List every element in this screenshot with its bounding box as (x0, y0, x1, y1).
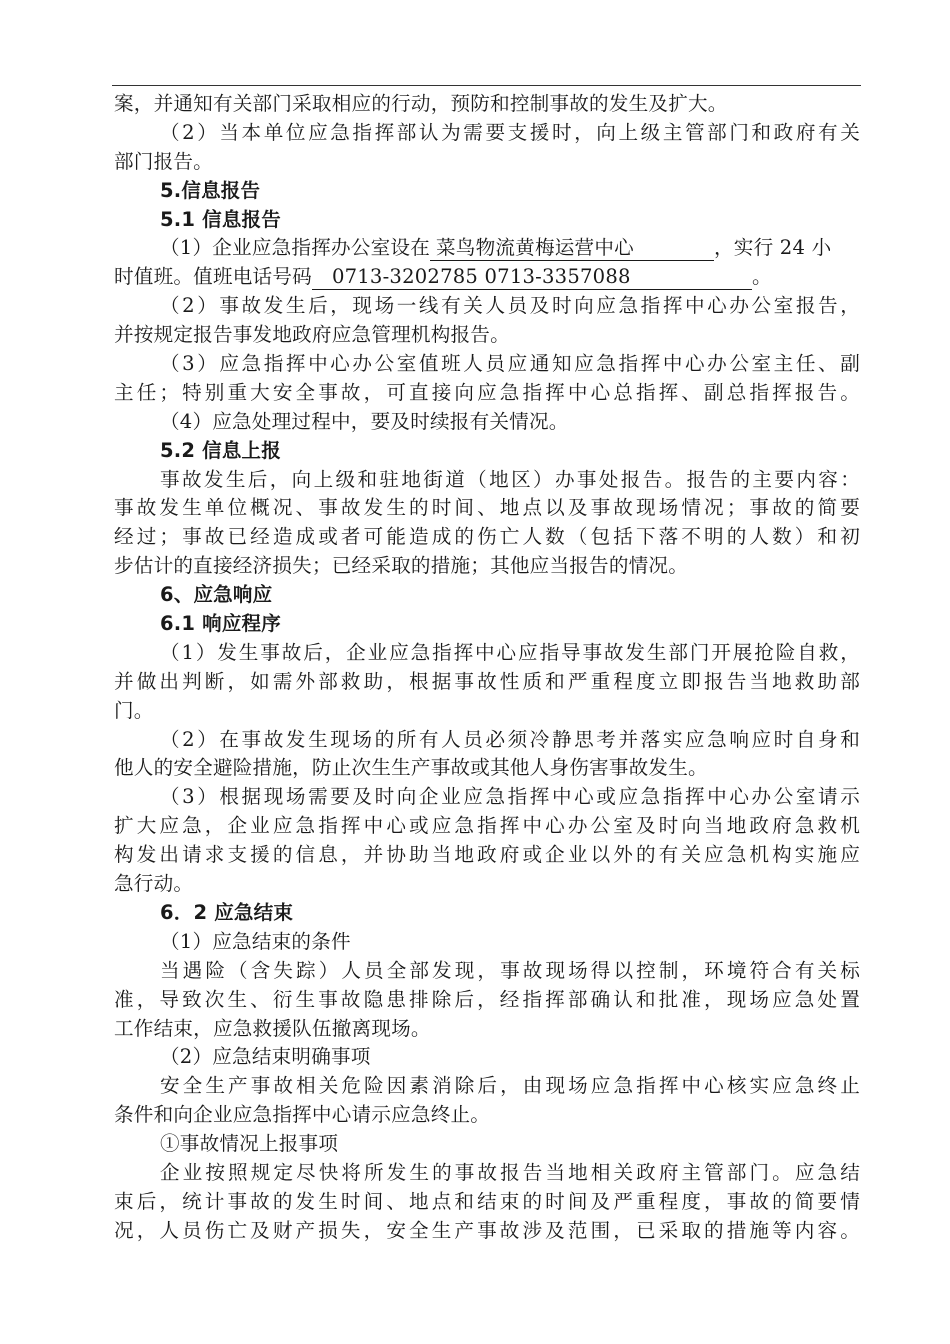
paragraph-line: （3）根据现场需要及时向企业应急指挥中心或应急指挥中心办公室请示 (160, 785, 860, 809)
text-run: ，实行 24 小 (714, 236, 832, 260)
paragraph-line: 束后，统计事故的发生时间、地点和结束的时间及严重程度，事故的简要情 (114, 1189, 860, 1213)
paragraph-line: （2）当本单位应急指挥部认为需要支援时，向上级主管部门和政府有关 (160, 120, 860, 144)
section-heading: 6、应急响应 (160, 583, 273, 607)
subsection-heading: 6.1 响应程序 (160, 612, 281, 636)
paragraph-line: （1）发生事故后，企业应急指挥中心应指导事故发生部门开展抢险自救， (160, 640, 860, 664)
paragraph-line: （2）事故发生后，现场一线有关人员及时向应急指挥中心办公室报告， (160, 294, 860, 318)
paragraph-line: 扩大应急，企业应急指挥中心或应急指挥中心办公室及时向当地政府急救机 (114, 814, 860, 838)
paragraph-line: （2）在事故发生现场的所有人员必须冷静思考并落实应急响应时自身和 (160, 727, 860, 751)
paragraph-line: 事故发生单位概况、事故发生的时间、地点以及事故现场情况；事故的简要 (114, 496, 860, 520)
paragraph-line: 安全生产事故相关危险因素消除后，由现场应急指挥中心核实应急终止 (160, 1074, 860, 1098)
paragraph-line: （4）应急处理过程中，要及时续报有关情况。 (160, 409, 569, 433)
paragraph-line: 部门报告。 (114, 149, 213, 173)
paragraph-line: 主任；特别重大安全事故，可直接向应急指挥中心总指挥、副总指挥报告。 (114, 380, 860, 404)
text-run: （1）企业应急指挥办公室设在 (160, 236, 430, 260)
paragraph-line: （2）应急结束明确事项 (160, 1045, 371, 1069)
paragraph-line: 条件和向企业应急指挥中心请示应急终止。 (114, 1103, 491, 1127)
paragraph-line: 事故发生后，向上级和驻地街道（地区）办事处报告。报告的主要内容： (160, 467, 860, 491)
paragraph-line: 门。 (114, 698, 154, 722)
paragraph-line: 构发出请求支援的信息，并协助当地政府或企业以外的有关应急机构实施应 (114, 843, 860, 867)
paragraph-line: 经过；事故已经造成或者可能造成的伤亡人数（包括下落不明的人数）和初 (114, 525, 860, 549)
section-heading: 5.信息报告 (160, 178, 261, 202)
paragraph-line: 步估计的直接经济损失；已经采取的措施；其他应当报告的情况。 (114, 554, 689, 578)
paragraph-line: （3）应急指挥中心办公室值班人员应通知应急指挥中心办公室主任、副 (160, 352, 860, 376)
paragraph-line: 当遇险（含失踪）人员全部发现，事故现场得以控制，环境符合有关标 (160, 958, 860, 982)
paragraph-line: 准，导致次生、衍生事故隐患排除后，经指挥部确认和批准，现场应急处置 (114, 987, 860, 1011)
paragraph-line: ①事故情况上报事项 (160, 1132, 339, 1156)
text-run: 。 (751, 265, 772, 289)
text-run: 时值班。值班电话号码 (114, 265, 312, 289)
office-location-field: 菜鸟物流黄梅运营中心 (430, 236, 714, 261)
paragraph-line: 企业按照规定尽快将所发生的事故报告当地相关政府主管部门。应急结 (160, 1160, 860, 1184)
paragraph-line: 并按规定报告事发地政府应急管理机构报告。 (114, 323, 510, 347)
paragraph-line: 况，人员伤亡及财产损失，安全生产事故涉及范围，已采取的措施等内容。 (114, 1218, 860, 1242)
paragraph-line (114, 234, 860, 263)
document-body (114, 90, 860, 1246)
paragraph-line: 并做出判断，如需外部救助，根据事故性质和严重程度立即报告当地救助部 (114, 669, 860, 693)
subsection-heading: 5.2 信息上报 (160, 438, 281, 462)
paragraph-line: 他人的安全避险措施，防止次生生产事故或其他人身伤害事故发生。 (114, 756, 708, 780)
paragraph-line (114, 263, 860, 292)
subsection-heading: 6．2 应急结束 (160, 900, 294, 924)
paragraph-line: 急行动。 (114, 872, 194, 896)
duty-phone-field: 0713-3202785 0713-3357088 (312, 265, 752, 290)
header-rule (112, 85, 861, 86)
paragraph-line: 案，并通知有关部门采取相应的行动，预防和控制事故的发生及扩大。 (114, 92, 728, 115)
paragraph-line: （1）应急结束的条件 (160, 929, 351, 953)
paragraph-line: 工作结束，应急救援队伍撤离现场。 (114, 1016, 431, 1040)
subsection-heading: 5.1 信息报告 (160, 207, 281, 231)
